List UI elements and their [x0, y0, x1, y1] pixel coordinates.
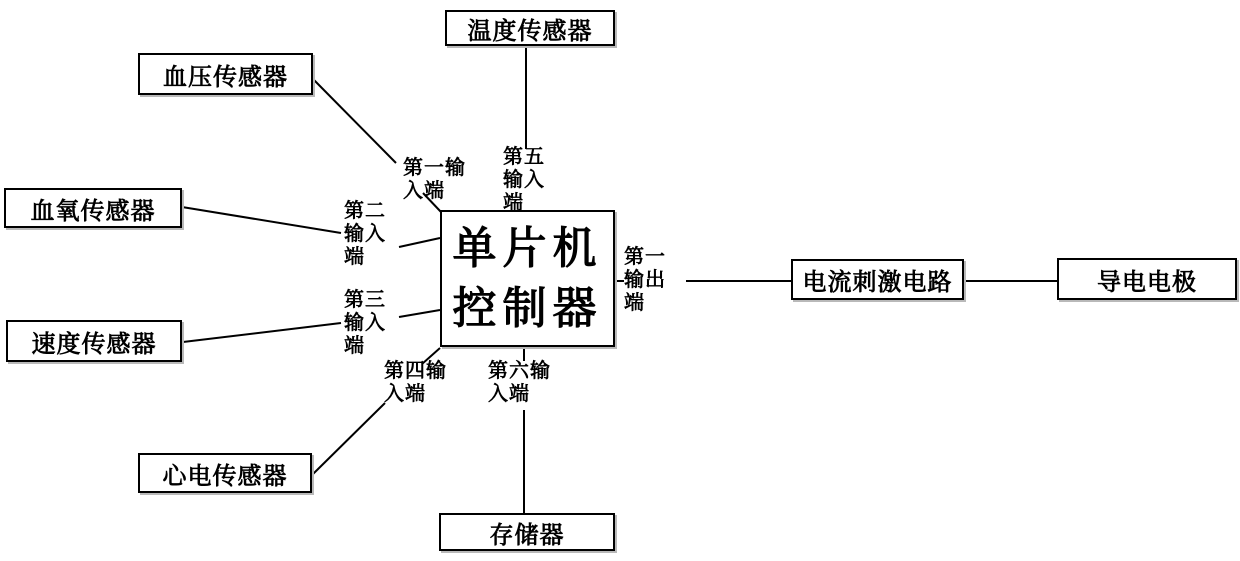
- node-ecg-sensor-label: 心电传感器: [162, 463, 288, 490]
- port-label-input3: 第三 输入 端: [344, 289, 386, 357]
- node-temperature-sensor-label: 温度传感器: [467, 18, 593, 45]
- node-speed-sensor: [6, 320, 182, 362]
- port-label-output1: 第一 输出 端: [624, 246, 666, 314]
- node-ecg-sensor: [138, 453, 312, 493]
- node-conductive-electrode-label: 导电电极: [1097, 269, 1197, 296]
- node-speed-sensor-label: 速度传感器: [31, 331, 157, 358]
- node-blood-oxygen-sensor-label: 血氧传感器: [30, 198, 156, 225]
- node-temperature-sensor: [445, 10, 615, 46]
- node-current-stimulation-circuit-label: 电流刺激电路: [802, 270, 953, 296]
- edge-speed-to-mcu-b: [399, 310, 440, 317]
- node-blood-pressure-sensor-label: 血压传感器: [163, 64, 288, 91]
- node-blood-oxygen-sensor: [4, 188, 182, 228]
- node-mcu-controller-label-line1: 单片机: [452, 223, 603, 273]
- edge-blood-pressure-to-mcu-a: [314, 80, 396, 163]
- node-conductive-electrode: [1057, 258, 1237, 300]
- port-label-input5: 第五 输入 端: [503, 146, 545, 214]
- node-mcu-controller: [440, 210, 615, 347]
- node-memory-label: 存储器: [489, 522, 565, 549]
- port-label-input2: 第二 输入 端: [344, 200, 386, 268]
- edge-blood-oxygen-to-mcu-a: [182, 207, 341, 233]
- node-mcu-controller-label-line2: 控制器: [452, 283, 603, 333]
- port-label-input6: 第六输 入端: [488, 360, 551, 405]
- edge-blood-oxygen-to-mcu-b: [399, 238, 440, 247]
- edge-ecg-to-mcu-a: [312, 403, 385, 475]
- edge-speed-to-mcu-a: [183, 323, 341, 342]
- node-blood-pressure-sensor: [138, 53, 313, 95]
- node-memory: [439, 513, 615, 551]
- port-label-input4: 第四输 入端: [384, 360, 447, 405]
- port-label-input1: 第一输 入端: [403, 157, 466, 202]
- node-current-stimulation-circuit: [791, 259, 964, 300]
